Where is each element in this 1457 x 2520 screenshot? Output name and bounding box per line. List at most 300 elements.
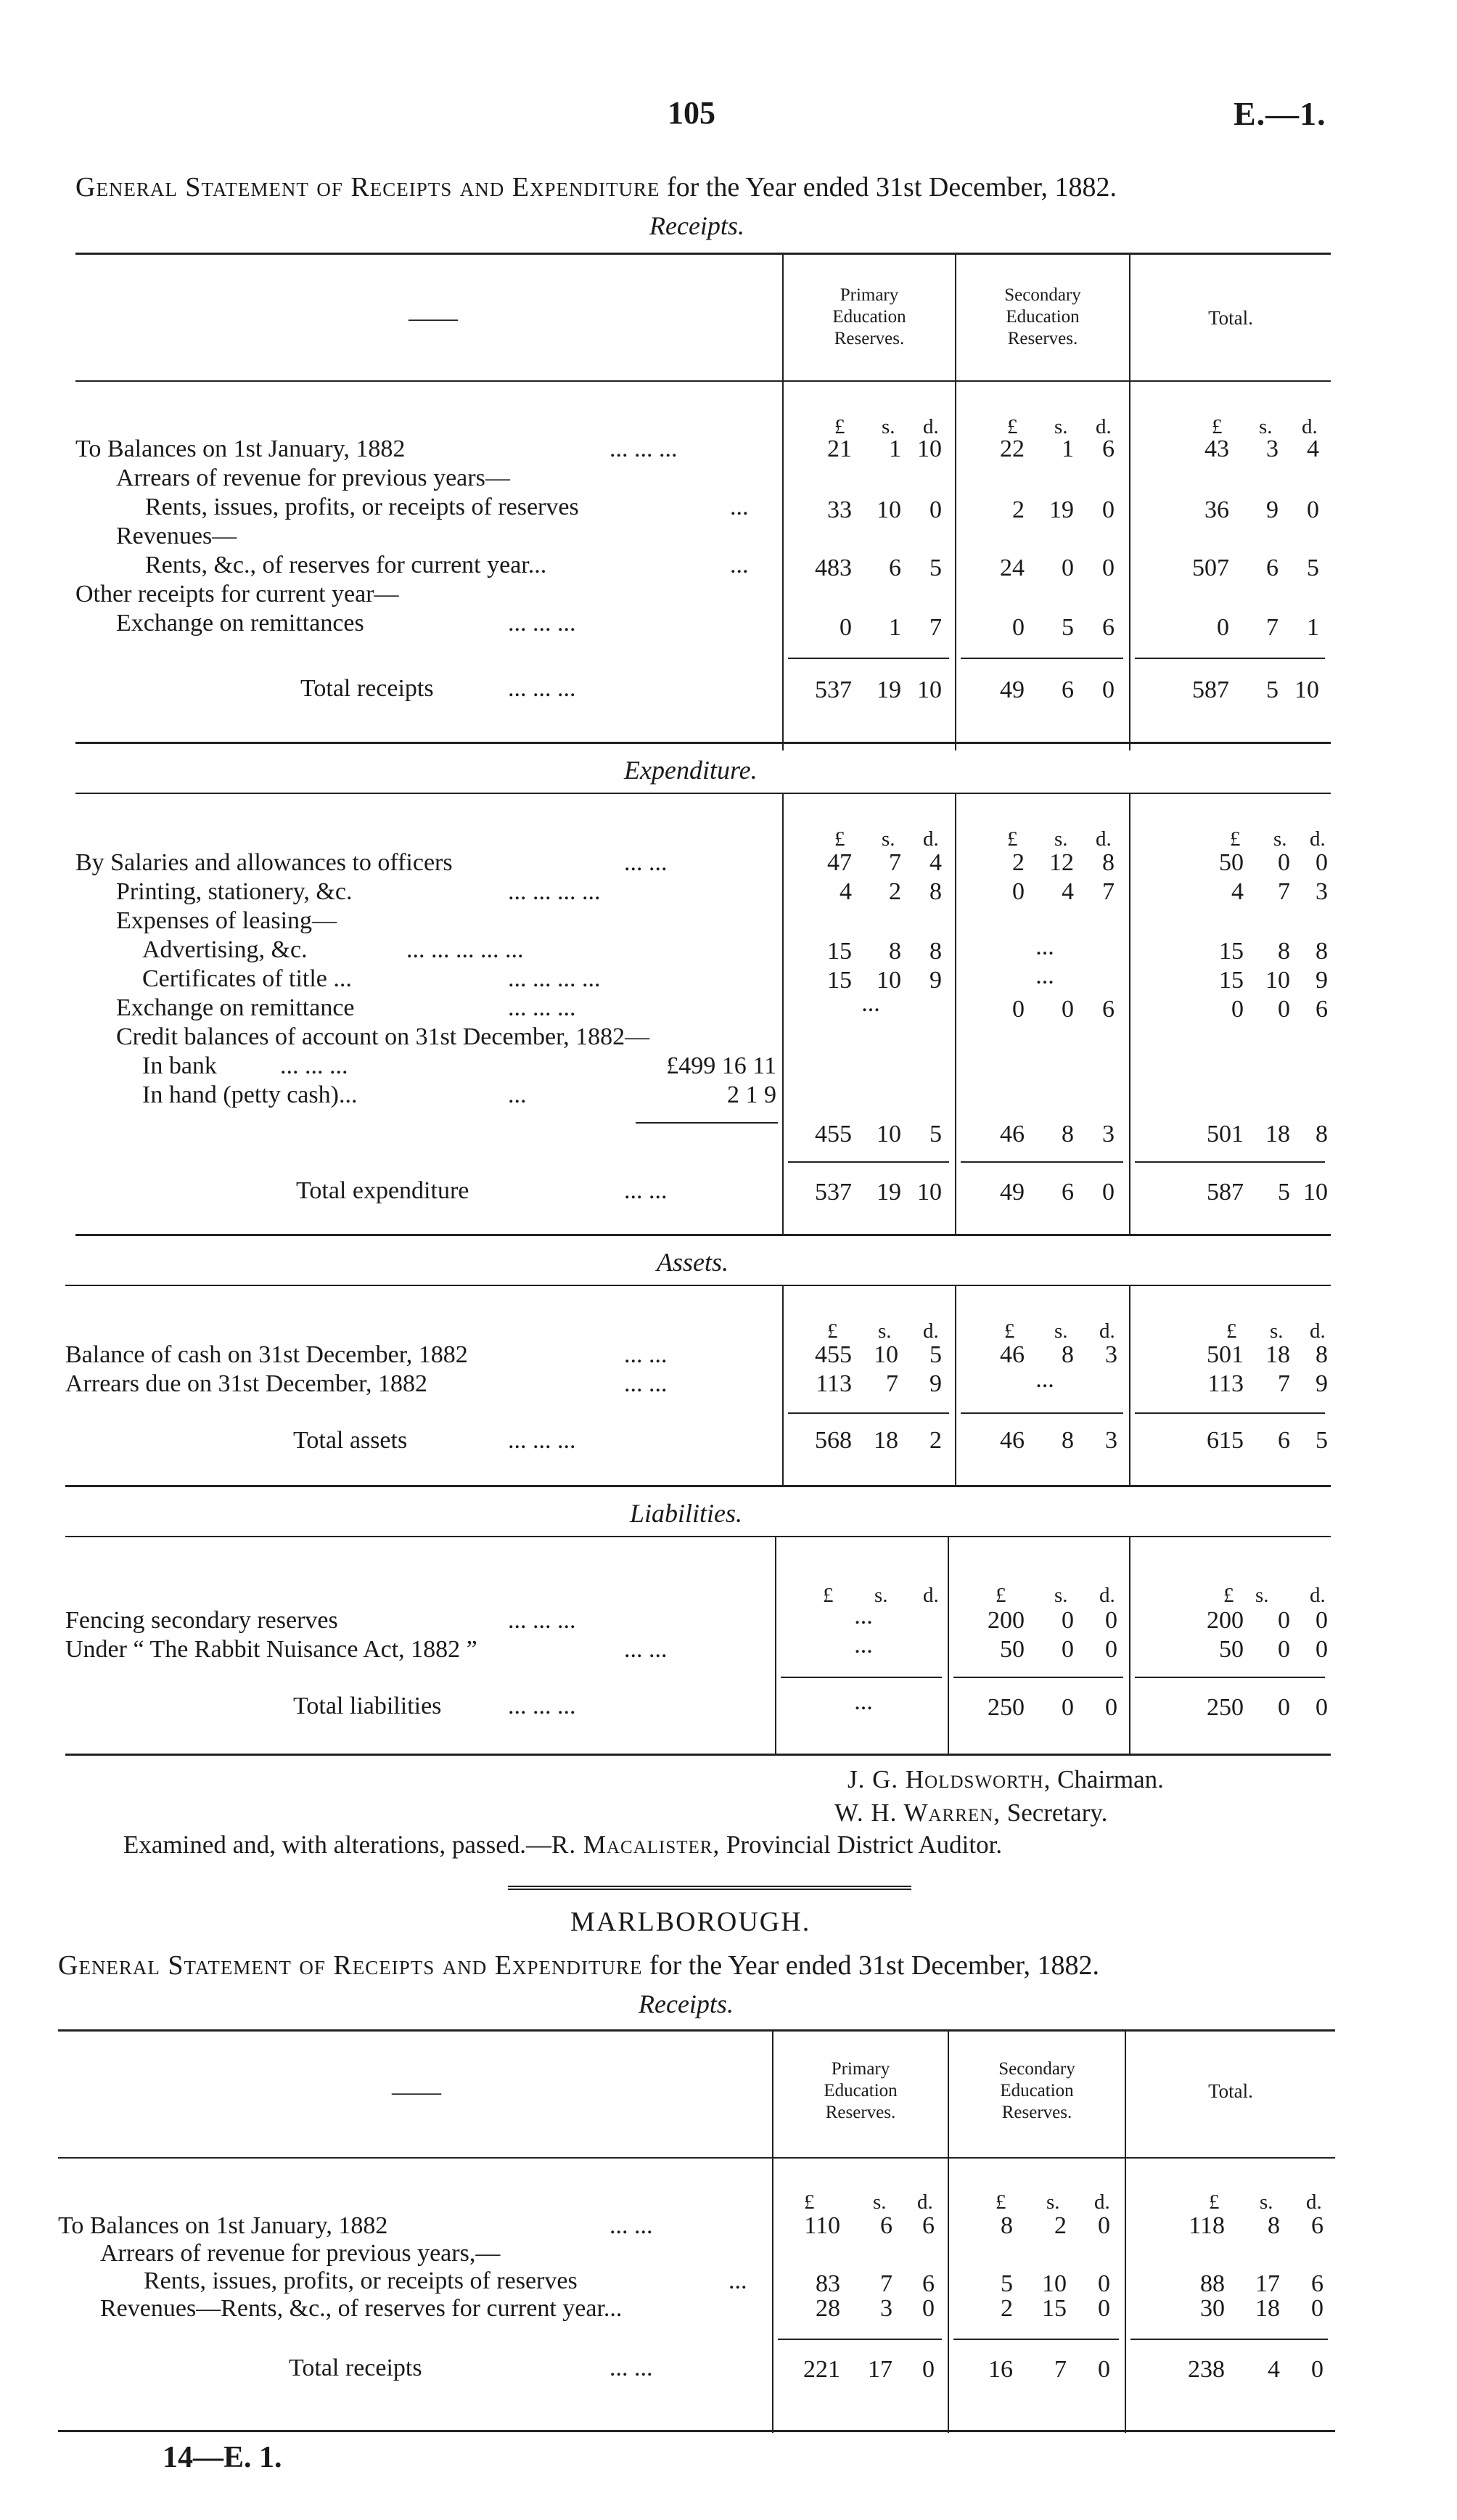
row-label: To Balances on 1st January, 1882 [58, 2212, 388, 2239]
total-pounds: 36 [1204, 496, 1229, 523]
primary-pounds: 455 [815, 1341, 852, 1368]
total-pence: 0 [1311, 2295, 1323, 2322]
page-footer: 14—E. 1. [163, 2441, 282, 2474]
total-shillings: 3 [1266, 435, 1279, 462]
unit-pounds: £ [1004, 1320, 1015, 1343]
unit-pounds: £ [827, 1320, 838, 1343]
total-receipts-label: Total receipts [289, 2355, 422, 2381]
leader-dots: ... ... ... [508, 1693, 576, 1719]
rule [65, 1754, 1331, 1756]
rule [75, 380, 1331, 382]
row-label: Advertising, &c. [142, 936, 308, 963]
total-pence: 8 [1316, 1121, 1328, 1148]
total-shillings: 0 [1278, 1607, 1290, 1634]
sum-rule [961, 1161, 1123, 1163]
total-shillings: 8 [1268, 2212, 1280, 2239]
total-liabilities-label: Total liabilities [293, 1693, 442, 1719]
unit-pence: d. [1094, 2190, 1110, 2214]
unit-pence: d. [1310, 1320, 1326, 1343]
secondary-shillings: 15 [1042, 2295, 1067, 2322]
total-pence: 3 [1316, 878, 1328, 905]
column-rule [955, 793, 956, 1234]
auditor-signature [123, 1830, 1002, 1860]
row-label: Balance of cash on 31st December, 1882 [65, 1341, 468, 1368]
unit-pence: d. [923, 415, 939, 438]
secondary-pence: 6 [1102, 996, 1115, 1023]
secondary-pounds: 2 [1012, 496, 1025, 523]
secondary-pounds: 0 [1012, 996, 1025, 1023]
row-label: By Salaries and allowances to officers [75, 849, 453, 876]
unit-shillings: s. [1260, 2190, 1273, 2214]
primary-shillings: 3 [880, 2295, 892, 2322]
column-rule [782, 1285, 784, 1485]
unit-pence: d. [1310, 1584, 1326, 1607]
district-name: MARLBOROUGH. [570, 1907, 811, 1937]
unit-pounds: £ [804, 2190, 815, 2214]
secondary-pence: 0 [1105, 1694, 1117, 1721]
rule [75, 253, 1331, 255]
primary-pounds: 455 [815, 1121, 852, 1148]
auditor-role: Provincial District Auditor. [726, 1830, 1003, 1859]
total-pence: 6 [1311, 2212, 1323, 2239]
primary-empty: ... [861, 990, 880, 1017]
total-pence: 8 [1316, 1341, 1328, 1368]
auditor-prefix: Examined and, with alterations, passed.— [123, 1830, 551, 1859]
primary-pence: 5 [929, 1341, 942, 1368]
row-label: Arrears of revenue for previous years— [116, 465, 510, 491]
primary-pence: 10 [917, 1179, 942, 1206]
primary-empty: ... [854, 1603, 873, 1629]
leader-dots: ... ... [624, 1341, 668, 1368]
unit-pence: d. [1306, 2190, 1322, 2214]
total-shillings: 5 [1278, 1179, 1290, 1206]
secondary-shillings: 7 [1054, 2356, 1067, 2383]
secondary-pounds: 22 [1000, 435, 1025, 462]
primary-pence: 0 [922, 2356, 935, 2383]
total-shillings: 7 [1266, 614, 1279, 641]
primary-empty: ... [854, 1632, 873, 1658]
secondary-pounds: 0 [1012, 614, 1025, 641]
sum-rule [953, 1677, 1123, 1678]
inner-amount: £499 16 11 [666, 1052, 776, 1079]
secondary-pounds: 2 [1001, 2295, 1013, 2322]
total-pence: 0 [1316, 1694, 1328, 1721]
sum-rule [781, 1677, 942, 1678]
total-pounds: 238 [1188, 2356, 1225, 2383]
secondary-shillings: 8 [1062, 1121, 1074, 1148]
total-shillings: 6 [1266, 555, 1279, 581]
primary-pence: 7 [929, 614, 942, 641]
unit-pence: d. [1096, 415, 1112, 438]
total-pence: 5 [1316, 1427, 1328, 1454]
total-pence: 8 [1316, 938, 1328, 965]
primary-shillings: 17 [868, 2356, 892, 2383]
unit-pounds: £ [1212, 415, 1223, 438]
total-shillings: 17 [1255, 2270, 1280, 2297]
primary-pounds: 47 [827, 849, 852, 876]
unit-pence: d. [923, 1320, 939, 1343]
unit-pounds: £ [1209, 2190, 1220, 2214]
leader-dots: ... ... ... [280, 1052, 348, 1079]
total-pounds: 507 [1192, 555, 1229, 581]
total-pence: 5 [1307, 555, 1319, 581]
unit-pounds: £ [1223, 1584, 1234, 1607]
column-header-secondary: Secondary Education Reserves. [998, 2059, 1075, 2122]
secondary-shillings: 2 [1054, 2212, 1067, 2239]
row-label: Fencing secondary reserves [65, 1607, 338, 1634]
primary-pence: 5 [929, 555, 942, 581]
primary-pence: 0 [922, 2295, 935, 2322]
row-label: Printing, stationery, &c. [116, 878, 353, 905]
secondary-pounds: 49 [1000, 1179, 1025, 1206]
primary-shillings: 7 [886, 1370, 898, 1397]
unit-pence: d. [923, 1584, 939, 1607]
primary-shillings: 10 [877, 496, 901, 523]
primary-pence: 8 [929, 878, 942, 905]
secondary-empty: ... [1035, 1366, 1054, 1393]
secondary-pence: 0 [1105, 1607, 1117, 1634]
total-pounds: 50 [1219, 849, 1244, 876]
column-header-primary: Primary Education Reserves. [832, 285, 906, 348]
primary-pounds: 83 [816, 2270, 840, 2297]
unit-pence: d. [917, 2190, 933, 2214]
secondary-shillings: 1 [1062, 435, 1074, 462]
primary-pence: 10 [917, 435, 942, 462]
total-pounds: 15 [1219, 967, 1244, 994]
row-label: Expenses of leasing— [116, 907, 337, 934]
leader-dots: ... [730, 552, 749, 578]
leader-dots: ... ... [624, 1370, 668, 1397]
unit-shillings: s. [1255, 1584, 1269, 1607]
secondary-pounds: 50 [1000, 1636, 1025, 1663]
total-pence: 9 [1316, 1370, 1328, 1397]
secondary-pounds: 200 [988, 1607, 1025, 1634]
column-header-blank: —— [409, 305, 458, 332]
unit-pounds: £ [1007, 827, 1018, 851]
secondary-shillings: 0 [1062, 1636, 1074, 1663]
row-label: In hand (petty cash)... [142, 1081, 358, 1108]
secretary-role: Secretary. [1006, 1799, 1108, 1827]
secondary-pounds: 16 [988, 2356, 1013, 2383]
secondary-shillings: 6 [1062, 1179, 1074, 1206]
primary-shillings: 6 [880, 2212, 892, 2239]
secretary-name: W. H. Warren, [834, 1799, 1001, 1827]
primary-pence: 9 [929, 1370, 942, 1397]
rule [58, 2029, 1335, 2032]
secondary-pounds: 46 [1000, 1427, 1025, 1454]
total-pence: 10 [1294, 676, 1319, 703]
primary-pounds: 28 [816, 2295, 840, 2322]
leader-dots: ... ... ... [508, 675, 576, 702]
unit-pence: d. [1310, 827, 1326, 851]
unit-shillings: s. [882, 415, 895, 438]
primary-pounds: 537 [815, 1179, 852, 1206]
unit-pounds: £ [834, 415, 845, 438]
leader-dots: ... ... ... ... [508, 965, 601, 992]
total-shillings: 9 [1266, 496, 1279, 523]
unit-pence: d. [1099, 1320, 1115, 1343]
secondary-shillings: 19 [1049, 496, 1074, 523]
leader-dots: ... ... ... ... [508, 878, 601, 905]
sum-rule [778, 2339, 942, 2340]
total-pounds: 501 [1207, 1341, 1244, 1368]
statement1-title-main: General Statement of Receipts and Expenditure [75, 172, 660, 202]
unit-shillings: s. [1273, 827, 1287, 851]
rule [75, 1234, 1331, 1236]
row-label: To Balances on 1st January, 1882 [75, 435, 406, 462]
unit-shillings: s. [1054, 827, 1068, 851]
total-pounds: 15 [1219, 938, 1244, 965]
sum-rule [788, 1412, 949, 1414]
unit-shillings: s. [1259, 415, 1273, 438]
total-shillings: 0 [1278, 849, 1290, 876]
secondary-shillings: 6 [1062, 676, 1074, 703]
unit-pounds: £ [823, 1584, 834, 1607]
row-label: Exchange on remittance [116, 994, 355, 1021]
total-pence: 0 [1316, 1636, 1328, 1663]
total-pounds: 0 [1231, 996, 1244, 1023]
total-shillings: 5 [1266, 676, 1279, 703]
total-shillings: 4 [1268, 2356, 1280, 2383]
secondary-pence: 0 [1098, 2270, 1110, 2297]
total-pence: 0 [1311, 2356, 1323, 2383]
total-pounds: 587 [1207, 1179, 1244, 1206]
row-label: Exchange on remittances [116, 610, 364, 637]
page-number: 105 [668, 95, 715, 131]
sum-rule [1135, 1412, 1325, 1414]
secondary-pounds: 46 [1000, 1121, 1025, 1148]
secondary-pounds: 46 [1000, 1341, 1025, 1368]
total-pounds: 113 [1207, 1370, 1244, 1397]
row-label: In bank [142, 1052, 217, 1079]
primary-shillings: 1 [889, 435, 901, 462]
statement1-receipts-heading: Receipts. [649, 211, 744, 240]
primary-pounds: 483 [815, 555, 852, 581]
sum-rule [1135, 1161, 1325, 1163]
rule [65, 1285, 1331, 1286]
primary-shillings: 6 [889, 555, 901, 581]
primary-shillings: 8 [889, 938, 901, 965]
chairman-signature [847, 1765, 1164, 1794]
leader-dots: ... ... ... [508, 1607, 576, 1634]
rule [58, 2157, 1335, 2159]
statement2-receipts-heading: Receipts. [639, 1989, 734, 2018]
unit-pounds: £ [834, 827, 845, 851]
column-rule [782, 793, 784, 1234]
secondary-pence: 0 [1102, 1179, 1115, 1206]
total-shillings: 7 [1278, 878, 1290, 905]
leader-dots: ... ... [624, 1636, 668, 1663]
primary-pence: 6 [922, 2270, 935, 2297]
secondary-pence: 3 [1105, 1427, 1117, 1454]
primary-pence: 2 [929, 1427, 942, 1454]
total-pounds: 587 [1192, 676, 1229, 703]
unit-shillings: s. [882, 827, 895, 851]
rule [65, 1485, 1331, 1487]
row-label: Credit balances of account on 31st December, 1882— [116, 1023, 650, 1050]
leader-dots: ... [508, 1081, 527, 1108]
secondary-pounds: 49 [1000, 676, 1025, 703]
total-shillings: 7 [1278, 1370, 1290, 1397]
total-pence: 0 [1316, 849, 1328, 876]
row-label: Arrears of revenue for previous years,— [100, 2240, 501, 2267]
secondary-pounds: 8 [1001, 2212, 1013, 2239]
unit-shillings: s. [878, 1320, 892, 1343]
secondary-shillings: 0 [1062, 555, 1074, 581]
primary-shillings: 1 [889, 614, 901, 641]
primary-pounds: 21 [827, 435, 852, 462]
primary-pounds: 113 [816, 1370, 852, 1397]
secondary-pence: 3 [1102, 1121, 1115, 1148]
total-pounds: 250 [1207, 1694, 1244, 1721]
secondary-pounds: 0 [1012, 878, 1025, 905]
unit-shillings: s. [1054, 415, 1068, 438]
secondary-shillings: 12 [1049, 849, 1074, 876]
leader-dots: ... ... ... [508, 610, 576, 637]
total-pence: 9 [1316, 967, 1328, 994]
column-header-secondary: Secondary Education Reserves. [1004, 285, 1081, 348]
primary-shillings: 18 [874, 1427, 898, 1454]
secondary-shillings: 8 [1062, 1341, 1074, 1368]
primary-pounds: 537 [815, 676, 852, 703]
unit-pence: d. [1096, 827, 1112, 851]
primary-shillings: 10 [877, 1121, 901, 1148]
secretary-signature [834, 1799, 1107, 1828]
column-header-blank: —— [392, 2079, 441, 2106]
total-pence: 10 [1303, 1179, 1328, 1206]
column-rule [1129, 1285, 1130, 1485]
total-shillings: 0 [1278, 1694, 1290, 1721]
secondary-pounds: 5 [1001, 2270, 1013, 2297]
sum-rule [636, 1122, 778, 1124]
column-rule [955, 1285, 956, 1485]
unit-pence: d. [923, 827, 939, 851]
unit-shillings: s. [1270, 1320, 1284, 1343]
secondary-shillings: 0 [1062, 1607, 1074, 1634]
statement2-title-rest: for the Year ended 31st December, 1882. [649, 1950, 1099, 1981]
primary-shillings: 7 [880, 2270, 892, 2297]
primary-shillings: 19 [877, 676, 901, 703]
total-receipts-label: Total receipts [300, 675, 434, 702]
total-pounds: 30 [1200, 2295, 1225, 2322]
total-pence: 0 [1307, 496, 1319, 523]
primary-pence: 9 [929, 967, 942, 994]
row-label: Other receipts for current year— [75, 581, 399, 608]
column-rule [1129, 793, 1130, 1234]
row-label: Arrears due on 31st December, 1882 [65, 1370, 428, 1397]
secondary-pence: 8 [1102, 849, 1115, 876]
unit-shillings: s. [1046, 2190, 1060, 2214]
leader-dots: ... ... [610, 2355, 653, 2381]
statement1-expenditure-heading: Expenditure. [624, 756, 758, 785]
sum-rule [953, 2339, 1119, 2340]
primary-shillings: 10 [874, 1341, 898, 1368]
total-shillings: 18 [1255, 2295, 1280, 2322]
primary-pounds: 0 [840, 614, 852, 641]
row-label: Rents, &c., of reserves for current year... [145, 552, 547, 578]
statement1-title [75, 171, 1117, 203]
secondary-pence: 0 [1102, 676, 1115, 703]
leader-dots: ... ... ... ... ... [406, 936, 524, 963]
primary-shillings: 19 [877, 1179, 901, 1206]
row-label: Certificates of title ... [142, 965, 352, 992]
row-label: Revenues—Rents, &c., of reserves for current year... [100, 2295, 623, 2322]
column-rule [948, 1536, 949, 1754]
unit-shillings: s. [1054, 1320, 1068, 1343]
sum-rule [788, 1161, 949, 1163]
primary-pence: 6 [922, 2212, 935, 2239]
sum-rule [1135, 658, 1325, 659]
secondary-pence: 0 [1105, 1636, 1117, 1663]
inner-amount: 2 1 9 [727, 1081, 776, 1108]
sum-rule [788, 658, 949, 659]
leader-dots: ... ... [624, 849, 668, 876]
total-pounds: 43 [1204, 435, 1229, 462]
leader-dots: ... [730, 494, 749, 520]
auditor-name: R. Macalister, [551, 1830, 721, 1859]
statement2-title-main: General Statement of Receipts and Expenditure [58, 1950, 643, 1981]
rule [75, 742, 1331, 744]
statement1-liabilities-heading: Liabilities. [630, 1499, 743, 1528]
secondary-shillings: 0 [1062, 996, 1074, 1023]
leader-dots: ... [728, 2267, 747, 2294]
total-pounds: 501 [1207, 1121, 1244, 1148]
total-shillings: 18 [1265, 1341, 1290, 1368]
secondary-pence: 0 [1098, 2212, 1110, 2239]
secondary-empty: ... [1035, 962, 1054, 989]
rule [65, 1536, 1331, 1537]
secondary-pounds: 24 [1000, 555, 1025, 581]
column-header-primary: Primary Education Reserves. [824, 2059, 898, 2122]
total-assets-label: Total assets [293, 1427, 408, 1454]
primary-pounds: 221 [803, 2356, 840, 2383]
secondary-shillings: 5 [1062, 614, 1074, 641]
secondary-pence: 0 [1098, 2295, 1110, 2322]
unit-shillings: s. [1054, 1584, 1068, 1607]
primary-pence: 4 [929, 849, 942, 876]
row-label: Rents, issues, profits, or receipts of reserves [144, 2267, 578, 2294]
sum-rule [1135, 1677, 1325, 1678]
unit-pence: d. [1099, 1584, 1115, 1607]
primary-shillings: 7 [889, 849, 901, 876]
secondary-empty: ... [1035, 933, 1054, 960]
unit-pounds: £ [1226, 1320, 1237, 1343]
unit-pounds: £ [996, 2190, 1006, 2214]
rule [75, 793, 1331, 794]
statement1-assets-heading: Assets. [657, 1248, 728, 1277]
secondary-shillings: 10 [1042, 2270, 1067, 2297]
secondary-shillings: 0 [1062, 1694, 1074, 1721]
leader-dots: ... ... [610, 2212, 653, 2239]
row-label: Revenues— [116, 523, 237, 549]
row-label: Under “ The Rabbit Nuisance Act, 1882 ” [65, 1636, 477, 1663]
total-pounds: 50 [1219, 1636, 1244, 1663]
chairman-name: J. G. Holdsworth, [847, 1765, 1051, 1793]
unit-pounds: £ [1230, 827, 1241, 851]
total-expenditure-label: Total expenditure [296, 1177, 469, 1204]
primary-shillings: 2 [889, 878, 901, 905]
section-separator [508, 1886, 911, 1890]
total-shillings: 18 [1265, 1121, 1290, 1148]
column-rule [1129, 1536, 1130, 1754]
total-pounds: 88 [1200, 2270, 1225, 2297]
total-shillings: 10 [1265, 967, 1290, 994]
unit-pence: d. [1302, 415, 1318, 438]
secondary-pence: 3 [1105, 1341, 1117, 1368]
total-pence: 0 [1316, 1607, 1328, 1634]
primary-pence: 8 [929, 938, 942, 965]
column-header-total: Total. [1208, 2080, 1253, 2102]
